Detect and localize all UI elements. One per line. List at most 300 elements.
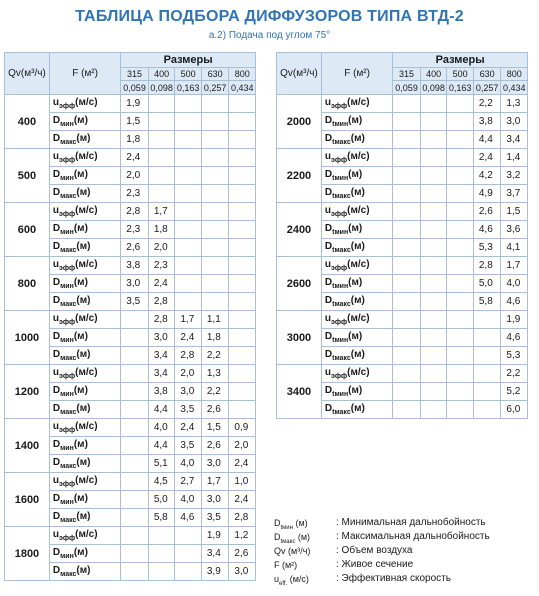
airflow-value: 3000 xyxy=(277,311,322,365)
parameter-subscript: макс xyxy=(60,409,77,416)
diameter-header: 400 xyxy=(420,68,447,81)
parameter-unit: (м) xyxy=(76,403,91,414)
value-cell xyxy=(447,275,474,293)
value-cell xyxy=(420,95,447,113)
value-cell xyxy=(393,329,421,347)
legend-symbol xyxy=(274,558,336,572)
parameter-label xyxy=(49,167,120,185)
value-cell xyxy=(229,347,256,365)
legend-item xyxy=(274,544,490,558)
value-cell: 2,6 xyxy=(121,239,149,257)
legend-item xyxy=(274,516,490,530)
value-cell: 1,8 xyxy=(148,221,175,239)
value-cell xyxy=(121,383,149,401)
parameter-subscript: эфф xyxy=(331,373,348,380)
parameter-symbol: D xyxy=(52,457,61,468)
value-cell xyxy=(148,563,175,581)
value-cell: 2,6 xyxy=(229,545,256,563)
parameter-label xyxy=(321,203,392,221)
value-cell: 3,0 xyxy=(148,329,175,347)
value-cell: 1,3 xyxy=(501,95,528,113)
parameter-unit: (м) xyxy=(73,277,88,288)
value-cell xyxy=(121,365,149,383)
parameter-unit: (м) xyxy=(348,115,363,126)
value-cell: 1,1 xyxy=(201,311,229,329)
value-cell xyxy=(175,293,202,311)
value-cell xyxy=(473,383,501,401)
value-cell xyxy=(447,329,474,347)
parameter-symbol: D xyxy=(52,223,61,234)
parameter-label xyxy=(321,347,392,365)
value-cell xyxy=(201,167,229,185)
parameter-symbol: D xyxy=(52,277,61,288)
airflow-value: 500 xyxy=(5,149,50,203)
table-row xyxy=(277,95,528,113)
value-cell xyxy=(393,221,421,239)
parameter-label xyxy=(49,437,120,455)
value-cell xyxy=(393,131,421,149)
value-cell: 3,5 xyxy=(175,437,202,455)
parameter-symbol: D xyxy=(324,331,333,342)
legend-symbol-unit: (м/с) xyxy=(287,574,309,584)
parameter-unit: (м/с) xyxy=(75,151,98,162)
airflow-value: 2000 xyxy=(277,95,322,149)
value-cell xyxy=(175,113,202,131)
value-cell: 2,0 xyxy=(121,167,149,185)
parameter-subscript: макс xyxy=(60,301,77,308)
value-cell: 3,0 xyxy=(121,275,149,293)
parameter-label xyxy=(321,275,392,293)
value-cell: 0,9 xyxy=(229,419,256,437)
parameter-symbol: D xyxy=(324,295,333,306)
parameter-label xyxy=(49,473,120,491)
value-cell: 2,2 xyxy=(473,95,501,113)
parameter-subscript: tмакс xyxy=(332,409,351,416)
value-cell: 4,6 xyxy=(473,221,501,239)
value-cell xyxy=(229,329,256,347)
table-row xyxy=(277,203,528,221)
value-cell xyxy=(175,185,202,203)
value-cell: 4,4 xyxy=(473,131,501,149)
parameter-unit: (м) xyxy=(350,241,365,252)
value-cell: 3,5 xyxy=(175,401,202,419)
value-cell xyxy=(175,167,202,185)
left-selection-table xyxy=(4,52,256,581)
value-cell xyxy=(473,401,501,419)
parameter-label xyxy=(321,257,392,275)
value-cell xyxy=(121,527,149,545)
value-cell: 3,5 xyxy=(201,509,229,527)
value-cell: 1,3 xyxy=(201,365,229,383)
value-cell xyxy=(473,311,501,329)
legend-item xyxy=(274,530,490,544)
value-cell xyxy=(447,401,474,419)
value-cell xyxy=(393,275,421,293)
value-cell: 2,4 xyxy=(229,491,256,509)
value-cell: 4,2 xyxy=(473,167,501,185)
value-cell xyxy=(229,401,256,419)
legend-description: : Живое сечение xyxy=(336,559,414,570)
parameter-symbol: D xyxy=(52,385,61,396)
value-cell xyxy=(121,347,149,365)
sizes-header: Размеры xyxy=(393,53,528,68)
parameter-label xyxy=(321,113,392,131)
parameter-unit: (м) xyxy=(73,223,88,234)
value-cell: 3,6 xyxy=(501,221,528,239)
parameter-subscript: мин xyxy=(60,391,74,398)
diameter-header: 630 xyxy=(201,68,229,81)
value-cell xyxy=(447,257,474,275)
value-cell xyxy=(393,383,421,401)
value-cell xyxy=(393,293,421,311)
value-cell xyxy=(229,383,256,401)
parameter-symbol: D xyxy=(324,277,333,288)
parameter-unit: (м/с) xyxy=(347,205,370,216)
table-row xyxy=(277,257,528,275)
legend-symbol-subscript: eff. xyxy=(279,580,288,587)
legend-symbol xyxy=(274,516,336,530)
value-cell: 1,9 xyxy=(201,527,229,545)
value-cell: 2,0 xyxy=(175,365,202,383)
value-cell: 2,8 xyxy=(229,509,256,527)
value-cell: 5,1 xyxy=(148,455,175,473)
value-cell xyxy=(201,131,229,149)
legend-description: : Объем воздуха xyxy=(336,545,413,556)
parameter-label xyxy=(321,221,392,239)
value-cell: 5,2 xyxy=(501,383,528,401)
parameter-symbol: D xyxy=(52,187,61,198)
parameter-symbol: u xyxy=(52,475,59,486)
value-cell: 2,0 xyxy=(229,437,256,455)
parameter-subscript: эфф xyxy=(59,319,76,326)
value-cell xyxy=(201,113,229,131)
diameter-header: 630 xyxy=(473,68,501,81)
parameter-label xyxy=(49,545,120,563)
value-cell: 5,0 xyxy=(473,275,501,293)
parameter-label xyxy=(321,365,392,383)
parameter-symbol: u xyxy=(324,259,331,270)
airflow-value: 3400 xyxy=(277,365,322,419)
value-cell: 2,4 xyxy=(148,275,175,293)
parameter-label xyxy=(321,131,392,149)
value-cell: 2,2 xyxy=(201,347,229,365)
value-cell: 3,8 xyxy=(473,113,501,131)
value-cell xyxy=(148,113,175,131)
parameter-symbol: D xyxy=(52,547,61,558)
value-cell: 4,0 xyxy=(175,455,202,473)
parameter-label xyxy=(49,131,120,149)
value-cell xyxy=(420,257,447,275)
value-cell xyxy=(447,221,474,239)
parameter-label xyxy=(321,383,392,401)
diameter-header: 500 xyxy=(447,68,474,81)
value-cell xyxy=(229,203,256,221)
table-row xyxy=(277,311,528,329)
area-value-header: 0,059 xyxy=(121,81,149,95)
parameter-unit: (м) xyxy=(76,511,91,522)
area-value-header: 0,163 xyxy=(176,82,200,93)
value-cell xyxy=(121,563,149,581)
value-cell xyxy=(473,347,501,365)
value-cell: 1,0 xyxy=(229,473,256,491)
value-cell xyxy=(175,149,202,167)
value-cell xyxy=(201,293,229,311)
parameter-label xyxy=(321,401,392,419)
parameter-unit: (м) xyxy=(73,385,88,396)
parameter-symbol: u xyxy=(52,529,59,540)
value-cell: 2,8 xyxy=(175,347,202,365)
table-row xyxy=(5,95,256,113)
legend-description: : Минимальная дальнобойность xyxy=(336,517,486,528)
legend-item xyxy=(274,558,490,572)
legend-symbol-main: D xyxy=(274,532,281,542)
value-cell: 5,3 xyxy=(473,239,501,257)
page-subtitle: а.2) Подача под углом 75° xyxy=(208,30,331,41)
parameter-unit: (м) xyxy=(73,547,88,558)
parameter-subscript: эфф xyxy=(59,427,76,434)
value-cell: 2,4 xyxy=(175,419,202,437)
value-cell: 1,8 xyxy=(121,131,149,149)
value-cell: 2,0 xyxy=(148,239,175,257)
value-cell: 3,9 xyxy=(201,563,229,581)
table-row xyxy=(5,419,256,437)
value-cell xyxy=(229,149,256,167)
value-cell xyxy=(229,113,256,131)
value-cell xyxy=(473,365,501,383)
value-cell xyxy=(201,239,229,257)
value-cell: 2,4 xyxy=(473,149,501,167)
parameter-subscript: tмин xyxy=(332,229,349,236)
value-cell: 5,0 xyxy=(148,491,175,509)
value-cell: 1,9 xyxy=(121,95,149,113)
value-cell xyxy=(121,437,149,455)
airflow-value: 2600 xyxy=(277,257,322,311)
value-cell: 3,0 xyxy=(175,383,202,401)
parameter-symbol: D xyxy=(324,187,333,198)
value-cell xyxy=(420,311,447,329)
value-cell xyxy=(201,257,229,275)
value-cell xyxy=(229,365,256,383)
area-value-header: 0,257 xyxy=(473,81,501,95)
value-cell xyxy=(420,131,447,149)
parameter-symbol: D xyxy=(52,493,61,504)
parameter-subscript: макс xyxy=(60,247,77,254)
value-cell xyxy=(121,311,149,329)
value-cell xyxy=(201,149,229,167)
airflow-value: 2400 xyxy=(277,203,322,257)
parameter-symbol: D xyxy=(52,115,61,126)
area-value-header: 0,098 xyxy=(422,82,445,93)
parameter-label xyxy=(49,383,120,401)
value-cell xyxy=(393,149,421,167)
parameter-label xyxy=(49,329,120,347)
airflow-value: 400 xyxy=(5,95,50,149)
airflow-value: 800 xyxy=(5,257,50,311)
value-cell xyxy=(148,545,175,563)
value-cell xyxy=(420,293,447,311)
legend-symbol-subscript: tмакс xyxy=(280,538,296,545)
value-cell xyxy=(121,491,149,509)
value-cell: 2,7 xyxy=(175,473,202,491)
value-cell xyxy=(148,167,175,185)
parameter-symbol: D xyxy=(52,133,61,144)
value-cell xyxy=(175,239,202,257)
diameter-header: 315 xyxy=(393,68,421,81)
parameter-symbol: u xyxy=(324,367,331,378)
parameter-subscript: tмин xyxy=(332,121,349,128)
value-cell xyxy=(393,311,421,329)
diameter-header: 400 xyxy=(148,68,175,81)
parameter-symbol: u xyxy=(52,313,59,324)
value-cell xyxy=(229,95,256,113)
value-cell xyxy=(121,545,149,563)
parameter-label xyxy=(321,239,392,257)
value-cell xyxy=(420,149,447,167)
value-cell: 1,7 xyxy=(175,311,202,329)
value-cell xyxy=(175,275,202,293)
value-cell: 5,3 xyxy=(501,347,528,365)
parameter-unit: (м) xyxy=(350,295,365,306)
parameter-subscript: мин xyxy=(60,175,74,182)
parameter-unit: (м) xyxy=(350,133,365,144)
value-cell: 4,5 xyxy=(148,473,175,491)
value-cell xyxy=(393,401,421,419)
parameter-label xyxy=(49,185,120,203)
parameter-unit: (м) xyxy=(73,115,88,126)
parameter-unit: (м) xyxy=(73,439,88,450)
table-row xyxy=(5,365,256,383)
value-cell: 3,4 xyxy=(501,131,528,149)
parameter-unit: (м/с) xyxy=(75,421,98,432)
value-cell: 3,2 xyxy=(501,167,528,185)
parameter-subscript: tмин xyxy=(332,337,349,344)
value-cell xyxy=(420,401,447,419)
parameter-unit: (м/с) xyxy=(347,151,370,162)
parameter-label xyxy=(321,185,392,203)
parameter-symbol: D xyxy=(52,295,61,306)
parameter-subscript: мин xyxy=(60,121,74,128)
parameter-unit: (м/с) xyxy=(75,313,98,324)
value-cell: 1,5 xyxy=(201,419,229,437)
value-cell xyxy=(201,221,229,239)
parameter-label xyxy=(321,293,392,311)
legend-symbol-unit: (м) xyxy=(295,532,311,542)
value-cell xyxy=(229,131,256,149)
value-cell xyxy=(420,203,447,221)
parameter-unit: (м) xyxy=(76,133,91,144)
table-row xyxy=(277,365,528,383)
parameter-symbol: u xyxy=(324,151,331,162)
parameter-subscript: эфф xyxy=(59,157,76,164)
qv-header: Qv(м³/ч) xyxy=(277,53,322,95)
table-row xyxy=(5,527,256,545)
parameter-subscript: макс xyxy=(60,139,77,146)
value-cell xyxy=(420,365,447,383)
value-cell xyxy=(420,347,447,365)
parameter-subscript: эфф xyxy=(331,211,348,218)
parameter-subscript: мин xyxy=(60,499,74,506)
value-cell xyxy=(393,365,421,383)
parameter-subscript: эфф xyxy=(59,481,76,488)
parameter-unit: (м) xyxy=(76,457,91,468)
legend-symbol xyxy=(274,572,336,586)
parameter-subscript: эфф xyxy=(331,103,348,110)
value-cell: 4,0 xyxy=(501,275,528,293)
parameter-unit: (м/с) xyxy=(75,97,98,108)
value-cell: 2,8 xyxy=(473,257,501,275)
value-cell xyxy=(447,185,474,203)
parameter-label xyxy=(49,275,120,293)
area-value-header: 0,163 xyxy=(448,82,472,93)
value-cell xyxy=(175,203,202,221)
legend-description: : Эффективная скорость xyxy=(336,573,451,584)
value-cell: 2,4 xyxy=(121,149,149,167)
parameter-unit: (м) xyxy=(350,349,365,360)
legend-symbol-subscript: tмин xyxy=(280,524,293,531)
area-value-header: 0,098 xyxy=(150,82,173,93)
value-cell: 3,0 xyxy=(201,455,229,473)
value-cell xyxy=(175,563,202,581)
legend-symbol-main: u xyxy=(274,574,280,584)
value-cell: 1,7 xyxy=(501,257,528,275)
parameter-symbol: D xyxy=(324,241,333,252)
parameter-symbol: u xyxy=(52,205,59,216)
parameter-unit: (м) xyxy=(350,187,365,198)
airflow-value: 600 xyxy=(5,203,50,257)
value-cell xyxy=(447,311,474,329)
parameter-subscript: эфф xyxy=(59,103,76,110)
value-cell xyxy=(420,113,447,131)
parameter-subscript: макс xyxy=(60,355,77,362)
qv-header: Qv(м³/ч) xyxy=(5,53,50,95)
parameter-symbol: D xyxy=(324,169,333,180)
value-cell xyxy=(148,185,175,203)
page-title: ТАБЛИЦА ПОДБОРА ДИФФУЗОРОВ ТИПА ВТД-2 xyxy=(75,8,464,25)
value-cell xyxy=(175,545,202,563)
parameter-subscript: мин xyxy=(60,229,74,236)
parameter-symbol: u xyxy=(52,259,59,270)
parameter-label xyxy=(49,509,120,527)
parameter-subscript: эфф xyxy=(59,373,76,380)
parameter-symbol: u xyxy=(324,97,331,108)
value-cell xyxy=(447,131,474,149)
parameter-label xyxy=(49,365,120,383)
parameter-subscript: tмин xyxy=(332,391,349,398)
area-value-header: 0,434 xyxy=(229,81,256,95)
value-cell: 2,6 xyxy=(201,437,229,455)
value-cell xyxy=(175,527,202,545)
value-cell: 1,5 xyxy=(121,113,149,131)
parameter-subscript: эфф xyxy=(59,265,76,272)
parameter-symbol: D xyxy=(52,331,61,342)
parameter-label xyxy=(49,527,120,545)
value-cell: 2,6 xyxy=(473,203,501,221)
parameter-symbol: u xyxy=(52,151,59,162)
parameter-subscript: эфф xyxy=(59,211,76,218)
value-cell xyxy=(420,329,447,347)
parameter-subscript: эфф xyxy=(59,535,76,542)
parameter-symbol: u xyxy=(52,367,59,378)
parameter-unit: (м) xyxy=(350,403,365,414)
value-cell xyxy=(393,113,421,131)
value-cell xyxy=(175,257,202,275)
legend-item xyxy=(274,572,490,586)
parameter-unit: (м) xyxy=(73,169,88,180)
airflow-value: 1800 xyxy=(5,527,50,581)
parameter-symbol: D xyxy=(52,349,61,360)
value-cell: 3,7 xyxy=(501,185,528,203)
legend-symbol xyxy=(274,530,336,544)
